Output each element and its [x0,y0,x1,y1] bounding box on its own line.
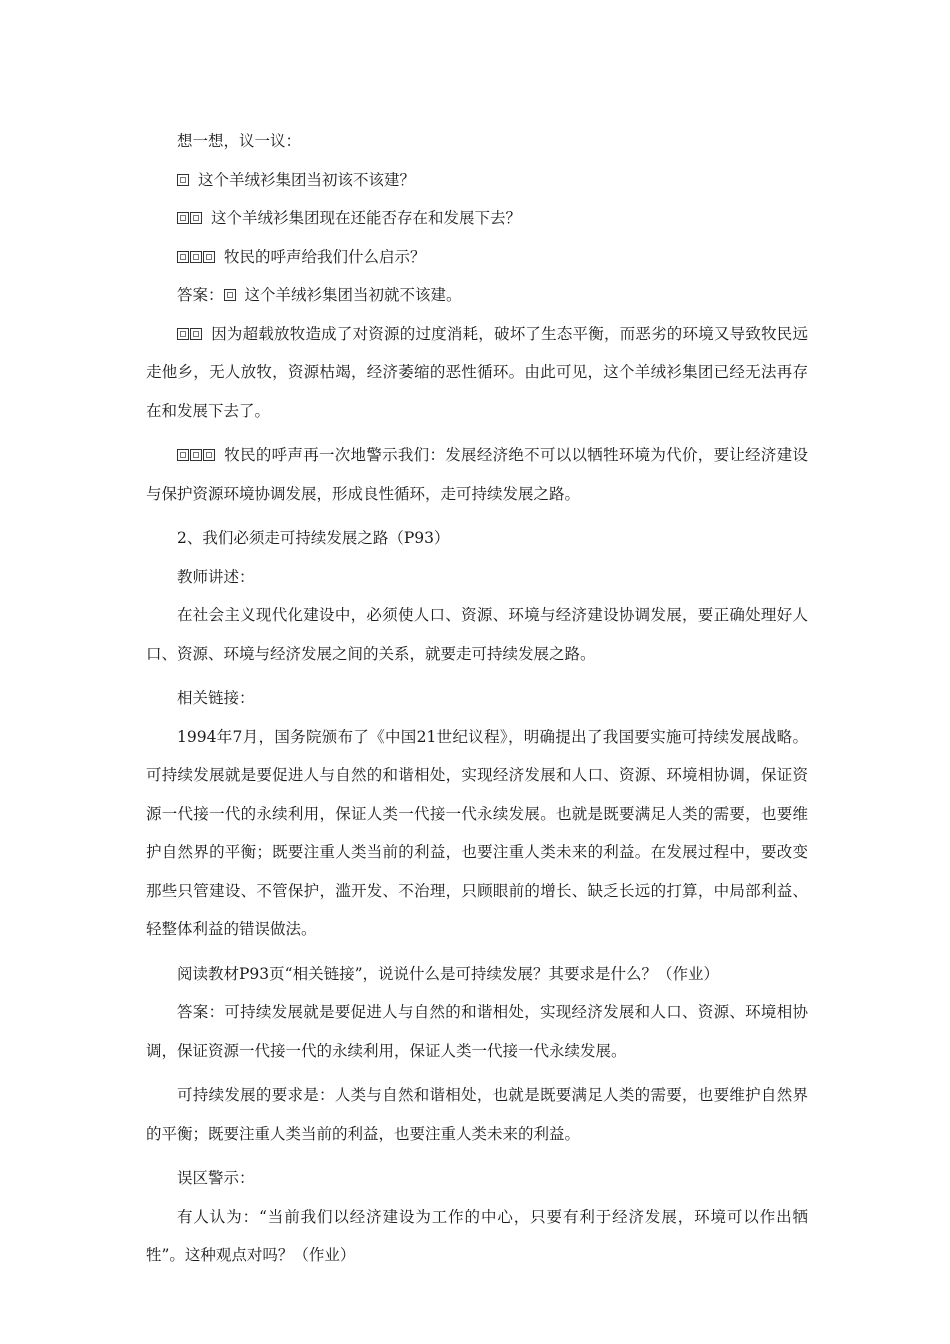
paragraph-teacher-heading: 教师讲述： [177,567,255,586]
box-marker-icon [224,289,236,301]
document-body [146,122,808,1281]
answer-marker [177,325,203,343]
paragraph-teacher-text: 在社会主义现代化建设中，必须使人口、资源、环境与经济建设协调发展，要正确处理好人口、资源、环境与经济发展之间的关系，就要走可持续发展之路。 [146,606,808,663]
paragraph-link-heading: 相关链接： [177,689,255,707]
question-marker [177,209,203,227]
question-marker [177,171,190,189]
box-marker-icon [177,212,189,224]
paragraph-question-3: 牧民的呼声给我们什么启示？ [146,238,808,277]
box-marker-icon [203,251,215,263]
paragraph-link-text: 1994年7月，国务院颁布了《中国21世纪议程》，明确提出了我国要实施可持续发展战略。可持续发展就是要促进人与自然的和谐相处，实现经济发展和人口、资源、环境相协调，保证资源一代接一代的永续利用，保证人类一代接一代永续发展。也就是既要满足人类的需要，也要维护自然界的平衡；既要注重人类当前的利益，也要注重人类未来的利益。在发展过程中，要改变那些只管建设、不管保护，滥开发、不治理，只顾眼前的增长、缺乏长远的打算，中局部利益、轻整体利益的错误做法。 [146,727,808,938]
box-marker-icon [190,449,202,461]
answer-marker [177,446,216,464]
box-marker-icon [190,251,202,263]
box-marker-icon [177,251,189,263]
box-marker-icon [190,328,202,340]
paragraph-answer-1: 答案： 这个羊绒衫集团当初就不该建。 [177,286,462,304]
paragraph-answer-2: 因为超载放牧造成了对资源的过度消耗，破坏了生态平衡，而恶劣的环境又导致牧民远走他乡，无人放牧，资源枯竭，经济萎缩的恶性循环。由此可见，这个羊绒衫集团已经无法再存在和发展下去了。 [146,324,808,420]
paragraph-warning-text: 有人认为：“当前我们以经济建设为工作的中心，只要有利于经济发展，环境可以作出牺牲”。这种观点对吗？（作业） [146,1207,808,1264]
box-marker-icon [177,449,189,461]
box-marker-icon [203,449,215,461]
answer-marker [224,286,237,304]
box-marker-icon [177,328,189,340]
box-marker-icon [190,212,202,224]
paragraph-reading-task: 阅读教材P93页“相关链接”，说说什么是可持续发展？其要求是什么？（作业） [177,964,720,983]
box-marker-icon [177,174,189,186]
paragraph-question-2: 这个羊绒衫集团现在还能否存在和发展下去？ [146,199,808,238]
question-marker [177,248,216,266]
paragraph-requirements: 可持续发展的要求是：人类与自然和谐相处，也就是既要满足人类的需要，也要维护自然界的平衡；既要注重人类当前的利益，也要注重人类未来的利益。 [146,1086,808,1143]
paragraph-answer-3: 牧民的呼声再一次地警示我们：发展经济绝不可以以牺牲环境为代价，要让经济建设与保护资源环境协调发展，形成良性循环，走可持续发展之路。 [146,446,808,503]
paragraph-question-1: 这个羊绒衫集团当初该不该建？ [146,161,808,200]
section-heading-sustainable-development: 2、我们必须走可持续发展之路（P93） [177,529,450,547]
paragraph-warning-heading: 误区警示： [177,1169,255,1187]
paragraph-discuss-heading: 想一想，议一议： [177,132,302,150]
paragraph-reading-answer: 答案：可持续发展就是要促进人与自然的和谐相处，实现经济发展和人口、资源、环境相协调，保证资源一代接一代的永续利用，保证人类一代接一代永续发展。 [146,1003,808,1060]
